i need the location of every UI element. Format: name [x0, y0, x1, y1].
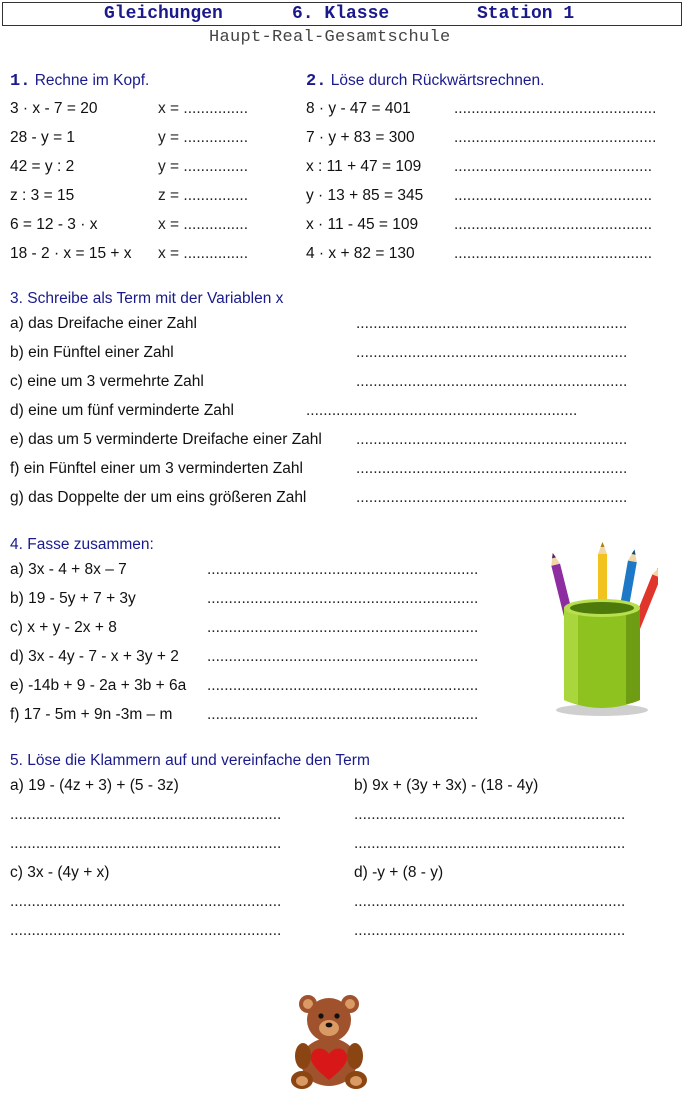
- school-type: Haupt-Real-Gesamtschule: [209, 28, 451, 47]
- section-1-title: Rechne im Kopf.: [34, 72, 150, 89]
- simplify-task-4-1: b) 19 - 5y + 7 + 3y: [10, 590, 136, 607]
- answer-field-1-4[interactable]: x = ...............: [158, 216, 249, 233]
- section-4-title: 4. Fasse zusammen:: [10, 536, 154, 553]
- simplify-task-4-3: d) 3x - 4y - 7 - x + 3y + 2: [10, 648, 179, 665]
- worksheet-topic: Gleichungen: [104, 4, 223, 24]
- answer-field-1-2[interactable]: y = ...............: [158, 158, 249, 175]
- worksheet-station: Station 1: [477, 4, 575, 24]
- equation-2-4: x · 11 - 45 = 109: [306, 216, 419, 233]
- simplify-task-4-2: c) x + y - 2x + 8: [10, 619, 117, 636]
- equation-2-5: 4 · x + 82 = 130: [306, 245, 415, 262]
- term-task-3-3: d) eine um fünf verminderte Zahl: [10, 402, 234, 419]
- answer-field-3-6[interactable]: ...............................................................: [356, 489, 628, 506]
- answer-field-3-5[interactable]: ...............................................................: [356, 460, 628, 477]
- worksheet-grade: 6. Klasse: [292, 4, 390, 24]
- answer-line-5b-2[interactable]: ...............................................................: [354, 835, 626, 852]
- answer-field-4-0[interactable]: ...............................................................: [207, 561, 479, 578]
- answer-field-1-3[interactable]: z = ...............: [158, 187, 249, 204]
- answer-line-5a-1[interactable]: ...............................................................: [10, 806, 282, 823]
- answer-field-2-1[interactable]: ...............................................: [454, 129, 657, 146]
- task-5b: b) 9x + (3y + 3x) - (18 - 4y): [354, 777, 539, 794]
- section-1-number: 1.: [10, 72, 31, 91]
- answer-field-4-1[interactable]: ...............................................................: [207, 590, 479, 607]
- equation-1-4: 6 = 12 - 3 · x: [10, 216, 98, 233]
- equation-2-0: 8 · y - 47 = 401: [306, 100, 411, 117]
- answer-field-4-3[interactable]: ...............................................................: [207, 648, 479, 665]
- section-5-title: 5. Löse die Klammern auf und vereinfache den Term: [10, 752, 370, 769]
- answer-field-2-0[interactable]: ...............................................: [454, 100, 657, 117]
- answer-field-2-5[interactable]: ..............................................: [454, 245, 653, 262]
- answer-field-1-0[interactable]: x = ...............: [158, 100, 249, 117]
- answer-field-3-3[interactable]: ...............................................................: [306, 402, 578, 419]
- equation-1-5: 18 - 2 · x = 15 + x: [10, 245, 132, 262]
- equation-1-3: z : 3 = 15: [10, 187, 75, 204]
- answer-field-2-2[interactable]: ..............................................: [454, 158, 653, 175]
- task-5c: c) 3x - (4y + x): [10, 864, 110, 881]
- answer-field-4-4[interactable]: ...............................................................: [207, 677, 479, 694]
- answer-line-5a-2[interactable]: ...............................................................: [10, 835, 282, 852]
- answer-field-4-5[interactable]: ...............................................................: [207, 706, 479, 723]
- section-1-heading: [10, 72, 149, 91]
- answer-line-5c-2[interactable]: ...............................................................: [10, 922, 282, 939]
- answer-field-2-4[interactable]: ..............................................: [454, 216, 653, 233]
- equation-1-0: 3 · x - 7 = 20: [10, 100, 98, 117]
- term-task-3-2: c) eine um 3 vermehrte Zahl: [10, 373, 204, 390]
- section-2-title: Löse durch Rückwärtsrechnen.: [330, 72, 545, 89]
- section-2-heading: [306, 72, 544, 91]
- pencil-cup-icon: [548, 540, 658, 720]
- answer-line-5b-1[interactable]: ...............................................................: [354, 806, 626, 823]
- equation-2-3: y · 13 + 85 = 345: [306, 187, 424, 204]
- task-5d: d) -y + (8 - y): [354, 864, 444, 881]
- equation-2-1: 7 · y + 83 = 300: [306, 129, 415, 146]
- term-task-3-1: b) ein Fünftel einer Zahl: [10, 344, 174, 361]
- term-task-3-6: g) das Doppelte der um eins größeren Zahl: [10, 489, 307, 506]
- answer-field-3-2[interactable]: ...............................................................: [356, 373, 628, 390]
- section-2-number: 2.: [306, 72, 327, 91]
- term-task-3-0: a) das Dreifache einer Zahl: [10, 315, 197, 332]
- simplify-task-4-0: a) 3x - 4 + 8x – 7: [10, 561, 127, 578]
- answer-field-4-2[interactable]: ...............................................................: [207, 619, 479, 636]
- teddy-bear-icon: [286, 994, 372, 1090]
- term-task-3-5: f) ein Fünftel einer um 3 verminderten Zahl: [10, 460, 303, 477]
- answer-line-5c-1[interactable]: ...............................................................: [10, 893, 282, 910]
- answer-field-1-5[interactable]: x = ...............: [158, 245, 249, 262]
- answer-line-5d-2[interactable]: ...............................................................: [354, 922, 626, 939]
- equation-2-2: x : 11 + 47 = 109: [306, 158, 422, 175]
- answer-field-2-3[interactable]: ..............................................: [454, 187, 653, 204]
- task-5a: a) 19 - (4z + 3) + (5 - 3z): [10, 777, 179, 794]
- term-task-3-4: e) das um 5 verminderte Dreifache einer Zahl: [10, 431, 322, 448]
- answer-line-5d-1[interactable]: ...............................................................: [354, 893, 626, 910]
- simplify-task-4-5: f) 17 - 5m + 9n -3m – m: [10, 706, 173, 723]
- equation-1-2: 42 = y : 2: [10, 158, 75, 175]
- answer-field-3-4[interactable]: ...............................................................: [356, 431, 628, 448]
- section-3-title: 3. Schreibe als Term mit der Variablen x: [10, 290, 284, 307]
- answer-field-3-0[interactable]: ...............................................................: [356, 315, 628, 332]
- answer-field-3-1[interactable]: ...............................................................: [356, 344, 628, 361]
- simplify-task-4-4: e) -14b + 9 - 2a + 3b + 6a: [10, 677, 187, 694]
- equation-1-1: 28 - y = 1: [10, 129, 76, 146]
- answer-field-1-1[interactable]: y = ...............: [158, 129, 249, 146]
